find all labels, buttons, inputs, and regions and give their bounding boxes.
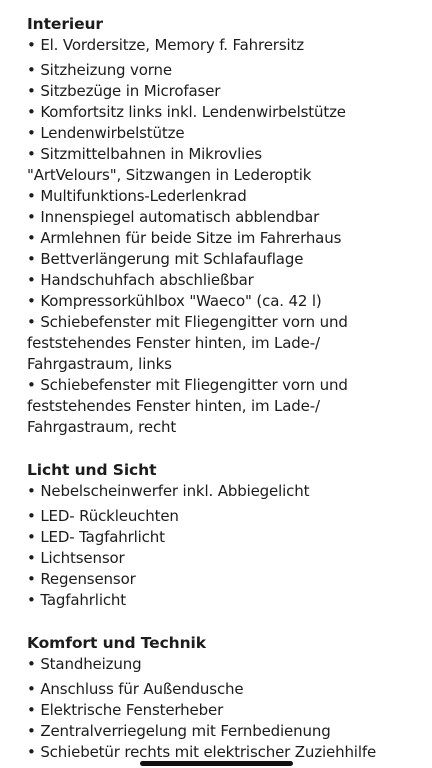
- list-item: • Armlehnen für beide Sitze im Fahrerhaus: [27, 229, 342, 247]
- list-item: • Kompressorkühlbox "Waeco" (ca. 42 l): [27, 292, 322, 310]
- list-item: • Sitzbezüge in Microfaser: [27, 82, 221, 100]
- list-item: • Anschluss für Außendusche: [27, 680, 244, 698]
- section-heading: Licht und Sicht: [27, 461, 157, 479]
- equipment-list: [27, 14, 424, 763]
- list-item: • Regensensor: [27, 570, 136, 588]
- list-item: • Standheizung: [27, 655, 142, 673]
- list-item: • Innenspiegel automatisch abblendbar: [27, 208, 320, 226]
- list-item: • El. Vordersitze, Memory f. Fahrersitz: [27, 36, 304, 54]
- list-item: • Lichtsensor: [27, 549, 125, 567]
- list-item: • Schiebetür rechts mit elektrischer Zuziehhilfe: [27, 743, 377, 761]
- list-item: • LED- Tagfahrlicht: [27, 528, 165, 546]
- list-item: • Schiebefenster mit Fliegengitter vorn und feststehendes Fenster hinten, im Lade-/ Fahrgastraum, recht: [27, 376, 348, 436]
- list-item: • Schiebefenster mit Fliegengitter vorn und feststehendes Fenster hinten, im Lade-/ Fahrgastraum, links: [27, 313, 348, 373]
- list-item: • LED- Rückleuchten: [27, 507, 179, 525]
- list-item: • Komfortsitz links inkl. Lendenwirbelstütze: [27, 103, 346, 121]
- list-item: • Multifunktions-Lederlenkrad: [27, 187, 247, 205]
- section-heading: Interieur: [27, 15, 103, 33]
- list-item: • Bettverlängerung mit Schlafauflage: [27, 250, 304, 268]
- list-item: • Tagfahrlicht: [27, 591, 127, 609]
- list-item: • Elektrische Fensterheber: [27, 701, 224, 719]
- section-komfort-und-technik: [27, 633, 424, 763]
- list-item: • Nebelscheinwerfer inkl. Abbiegelicht: [27, 482, 310, 500]
- list-item: • Handschuhfach abschließbar: [27, 271, 254, 289]
- list-item: • Sitzheizung vorne: [27, 61, 172, 79]
- section-interieur: [27, 14, 424, 438]
- list-item: • Sitzmittelbahnen in Mikrovlies "ArtVelours", Sitzwangen in Lederoptik: [27, 145, 312, 184]
- section-licht-und-sicht: [27, 460, 424, 611]
- list-item: • Zentralverriegelung mit Fernbedienung: [27, 722, 331, 740]
- list-item: • Lendenwirbelstütze: [27, 124, 185, 142]
- section-heading: Komfort und Technik: [27, 634, 206, 652]
- home-indicator[interactable]: [140, 761, 293, 766]
